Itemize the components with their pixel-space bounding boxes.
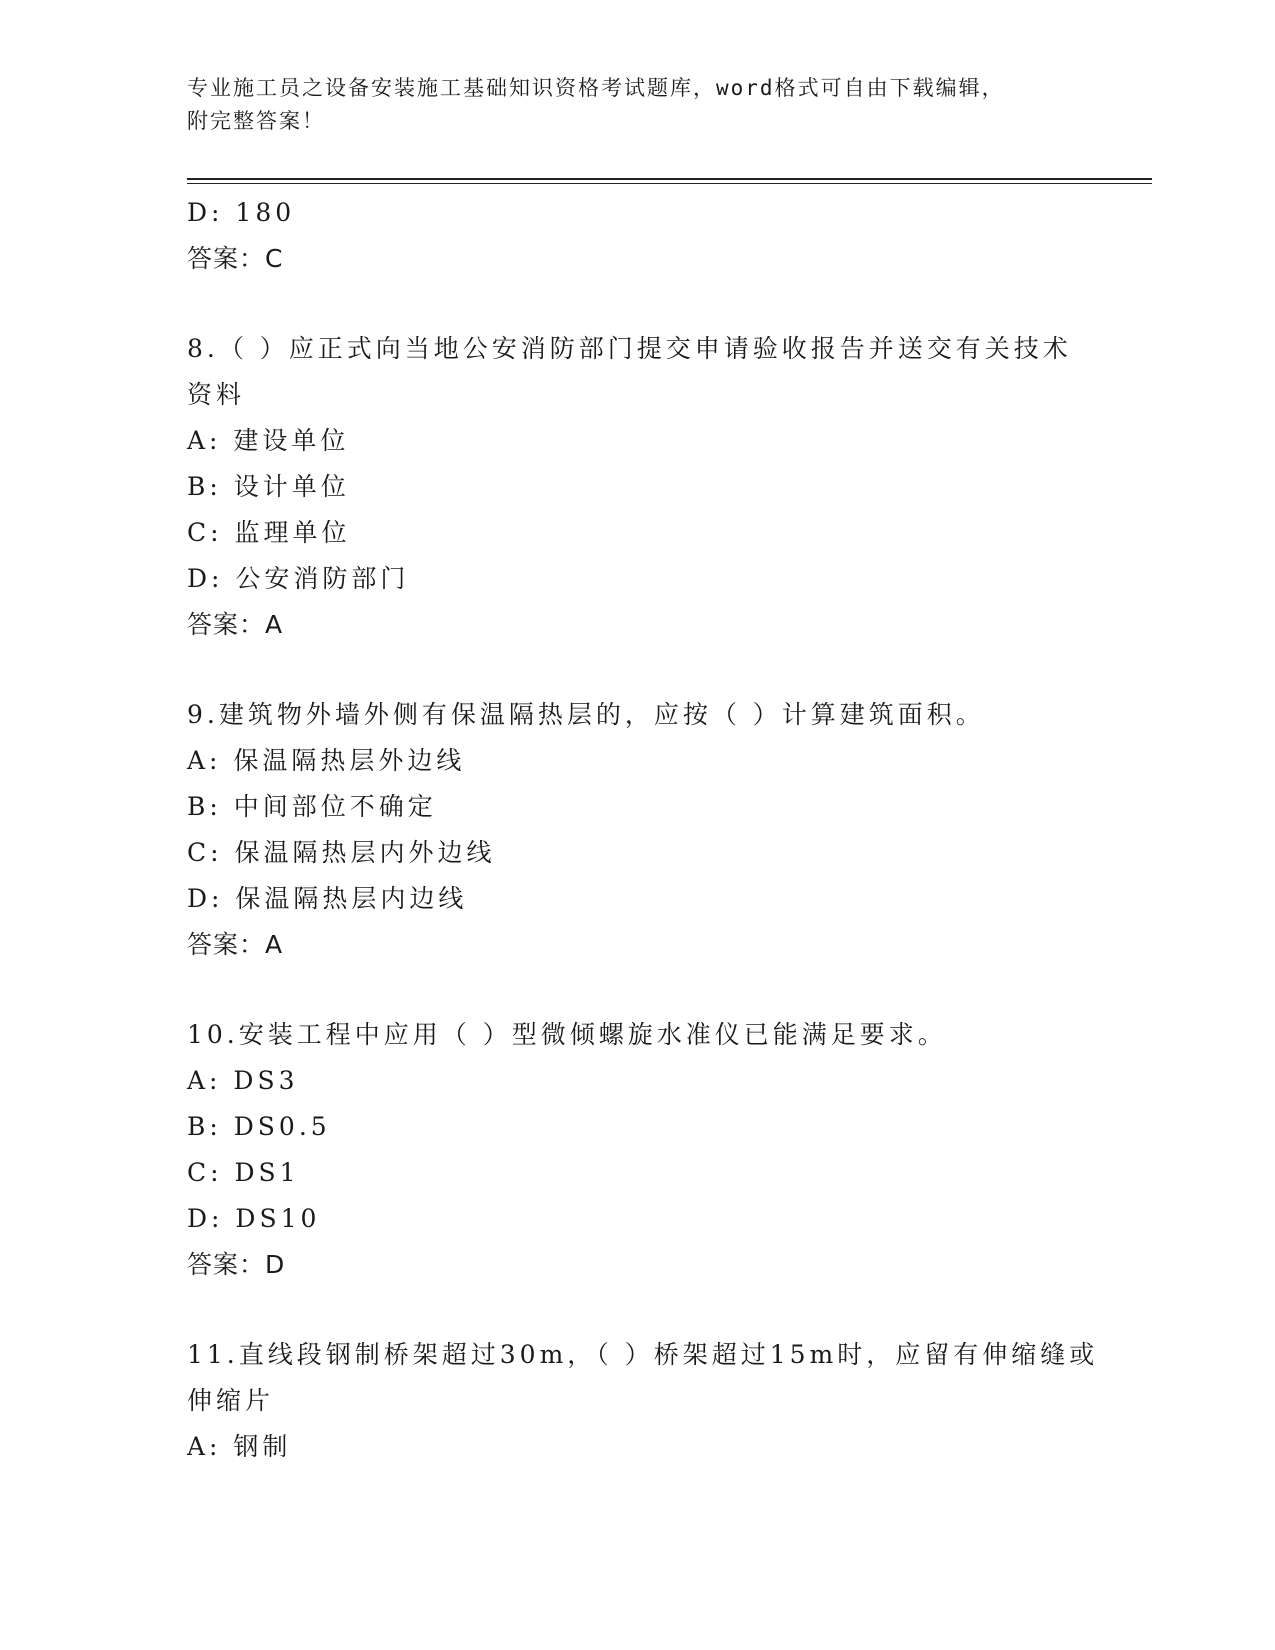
header-line-2: 附完整答案！	[187, 109, 325, 133]
question-stem: 9.建筑物外墙外侧有保温隔热层的，应按（ ）计算建筑面积。	[187, 700, 985, 729]
answer-text: 答案：D	[187, 1250, 286, 1279]
option-d: D: 公安消防部门	[187, 564, 410, 593]
header-divider-thick	[187, 178, 1152, 180]
question-11	[187, 1332, 1099, 1470]
answer-text: 答案：A	[187, 610, 284, 639]
question-stem-line-2: 伸缩片	[187, 1386, 275, 1415]
option-d: D: 180	[187, 198, 296, 227]
answer-text: 答案：C	[187, 244, 284, 273]
previous-question-tail	[187, 190, 1087, 282]
header-divider-thin	[187, 183, 1152, 184]
option-a: A: DS3	[187, 1066, 299, 1095]
option-a: A: 保温隔热层外边线	[187, 746, 466, 775]
question-stem-line-2: 资料	[187, 380, 246, 409]
question-9	[187, 692, 1087, 968]
question-stem-line-1: 11.直线段钢制桥架超过30m，（ ）桥架超过15m时，应留有伸缩缝或	[187, 1340, 1099, 1369]
option-c: C: 监理单位	[187, 518, 351, 547]
question-list	[187, 190, 1099, 1470]
option-b: B: 中间部位不确定	[187, 792, 437, 821]
question-8	[187, 326, 1087, 648]
document-header	[187, 72, 1067, 138]
answer-text: 答案：A	[187, 930, 284, 959]
option-d: D: DS10	[187, 1204, 321, 1233]
header-line-1: 专业施工员之设备安装施工基础知识资格考试题库，word格式可自由下载编辑，	[187, 76, 1005, 100]
option-c: C: 保温隔热层内外边线	[187, 838, 496, 867]
option-a: A: 建设单位	[187, 426, 350, 455]
option-b: B: 设计单位	[187, 472, 350, 501]
question-10	[187, 1012, 1087, 1288]
question-stem: 10.安装工程中应用（ ）型微倾螺旋水准仪已能满足要求。	[187, 1020, 947, 1049]
option-b: B: DS0.5	[187, 1112, 331, 1141]
option-d: D: 保温隔热层内边线	[187, 884, 468, 913]
option-c: C: DS1	[187, 1158, 300, 1187]
option-a: A: 钢制	[187, 1432, 292, 1461]
question-stem-line-1: 8.（ ）应正式向当地公安消防部门提交申请验收报告并送交有关技术	[187, 334, 1072, 363]
